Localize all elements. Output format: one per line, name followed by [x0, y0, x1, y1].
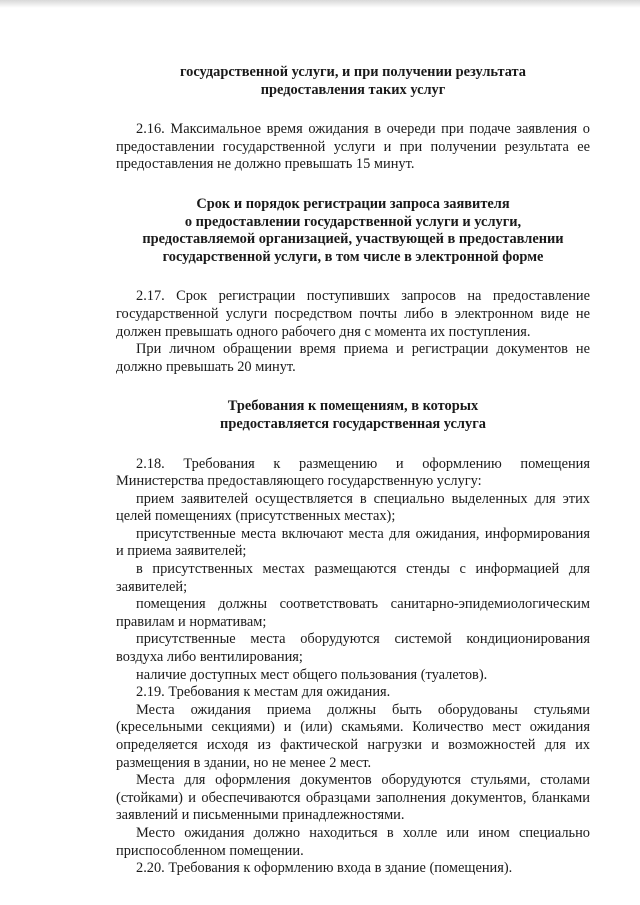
heading-line: о предоставлении государственной услуги и услуги, — [184, 213, 522, 230]
paragraph-2-18-places — [116, 526, 590, 561]
paragraph-2-16 — [116, 121, 590, 174]
text-line: Министерства предоставляющего государственную услугу: — [116, 473, 482, 490]
text-line: 2.17. Срок регистрации поступивших запросов на предоставление — [136, 288, 590, 305]
paragraph-2-18-stands — [116, 561, 590, 596]
text-line: присутственные места оборудуются системой кондиционирования — [136, 631, 590, 648]
text-line: Место ожидания должно находиться в холле или ином специально — [136, 824, 590, 841]
paragraph-2-18-ventilation — [116, 631, 590, 666]
text-line: заявителей; — [116, 578, 188, 595]
section-heading-top — [116, 64, 590, 99]
heading-line: предоставляемой организацией, участвующей в предоставлении — [142, 231, 564, 248]
text-line: и приема заявителей; — [116, 543, 247, 560]
text-line: прием заявителей осуществляется в специально выделенных для этих — [136, 490, 590, 507]
paragraph-2-19-documents — [116, 772, 590, 825]
text-line: определяется исходя из фактической нагрузки и возможностей для их — [116, 737, 590, 753]
text-line: заявлений и письменными принадлежностями. — [116, 807, 405, 824]
paragraph-2-19 — [116, 684, 590, 702]
scan-edge — [0, 0, 640, 8]
text-line: присутственные места включают места для ожидания, информирования — [136, 525, 590, 542]
text-line: помещения должны соответствовать санитарно-эпидемиологическим — [136, 596, 590, 613]
text-line: государственной услуги посредством почты либо в электронном виде не — [116, 305, 590, 322]
text-line: предоставления не должно превышать 15 минут. — [116, 156, 415, 173]
text-line: 2.19. Требования к местам для ожидания. — [136, 684, 391, 701]
text-line: должен превышать одного рабочего дня с момента их поступления. — [116, 323, 531, 340]
text-line: правилам и нормативам; — [116, 613, 267, 630]
heading-line: предоставления таких услуг — [260, 81, 446, 98]
text-line: воздуха либо вентилирования; — [116, 649, 303, 666]
paragraph-2-17-personal — [116, 341, 590, 376]
heading-line: Срок и порядок регистрации запроса заявителя — [196, 195, 510, 212]
text-line: целей помещениях (присутственных местах); — [116, 508, 396, 525]
paragraph-2-19-seating — [116, 702, 590, 772]
section-heading-registration — [116, 196, 590, 266]
text-line: в присутственных местах размещаются стенды с информацией для — [136, 561, 590, 578]
heading-line: государственной услуги, в том числе в электронной форме — [162, 248, 544, 265]
text-line: наличие доступных мест общего пользования (туалетов). — [136, 666, 488, 683]
paragraph-2-18-sanitary — [116, 596, 590, 631]
paragraph-2-20 — [116, 860, 590, 878]
text-line: Места для оформления документов оборудуются стульями, столами — [136, 772, 590, 789]
heading-line: предоставляется государственная услуга — [220, 415, 486, 432]
text-line: Места ожидания приема должны быть оборудованы стульями — [136, 701, 590, 718]
paragraph-2-18-toilets — [116, 667, 590, 685]
paragraph-2-18-reception — [116, 491, 590, 526]
text-line: 2.18. Требования к размещению и оформлению помещения — [136, 455, 590, 472]
paragraph-2-19-hall — [116, 825, 590, 860]
document-page — [116, 64, 590, 878]
section-heading-rooms — [116, 398, 590, 433]
text-line: предоставлении государственной услуги и при получении результата ее — [116, 138, 590, 155]
text-line: 2.20. Требования к оформлению входа в здание (помещения). — [136, 860, 513, 877]
text-line: должно превышать 20 минут. — [116, 358, 296, 375]
heading-line: Требования к помещениям, в которых — [227, 398, 479, 415]
text-line: При личном обращении время приема и регистрации документов не — [136, 341, 590, 358]
text-line: приспособленном помещении. — [116, 842, 304, 859]
text-line: (кресельными секциями) и (или) скамьями. Количество мест ожидания — [116, 719, 590, 736]
paragraph-2-17 — [116, 288, 590, 341]
heading-line: государственной услуги, и при получении результата — [179, 64, 526, 80]
text-line: (стойками) и обеспечиваются образцами заполнения документов, бланками — [116, 789, 590, 806]
text-line: 2.16. Максимальное время ожидания в очереди при подаче заявления о — [136, 121, 590, 138]
paragraph-2-18 — [116, 456, 590, 491]
text-line: размещения в здании, но не менее 2 мест. — [116, 754, 372, 771]
